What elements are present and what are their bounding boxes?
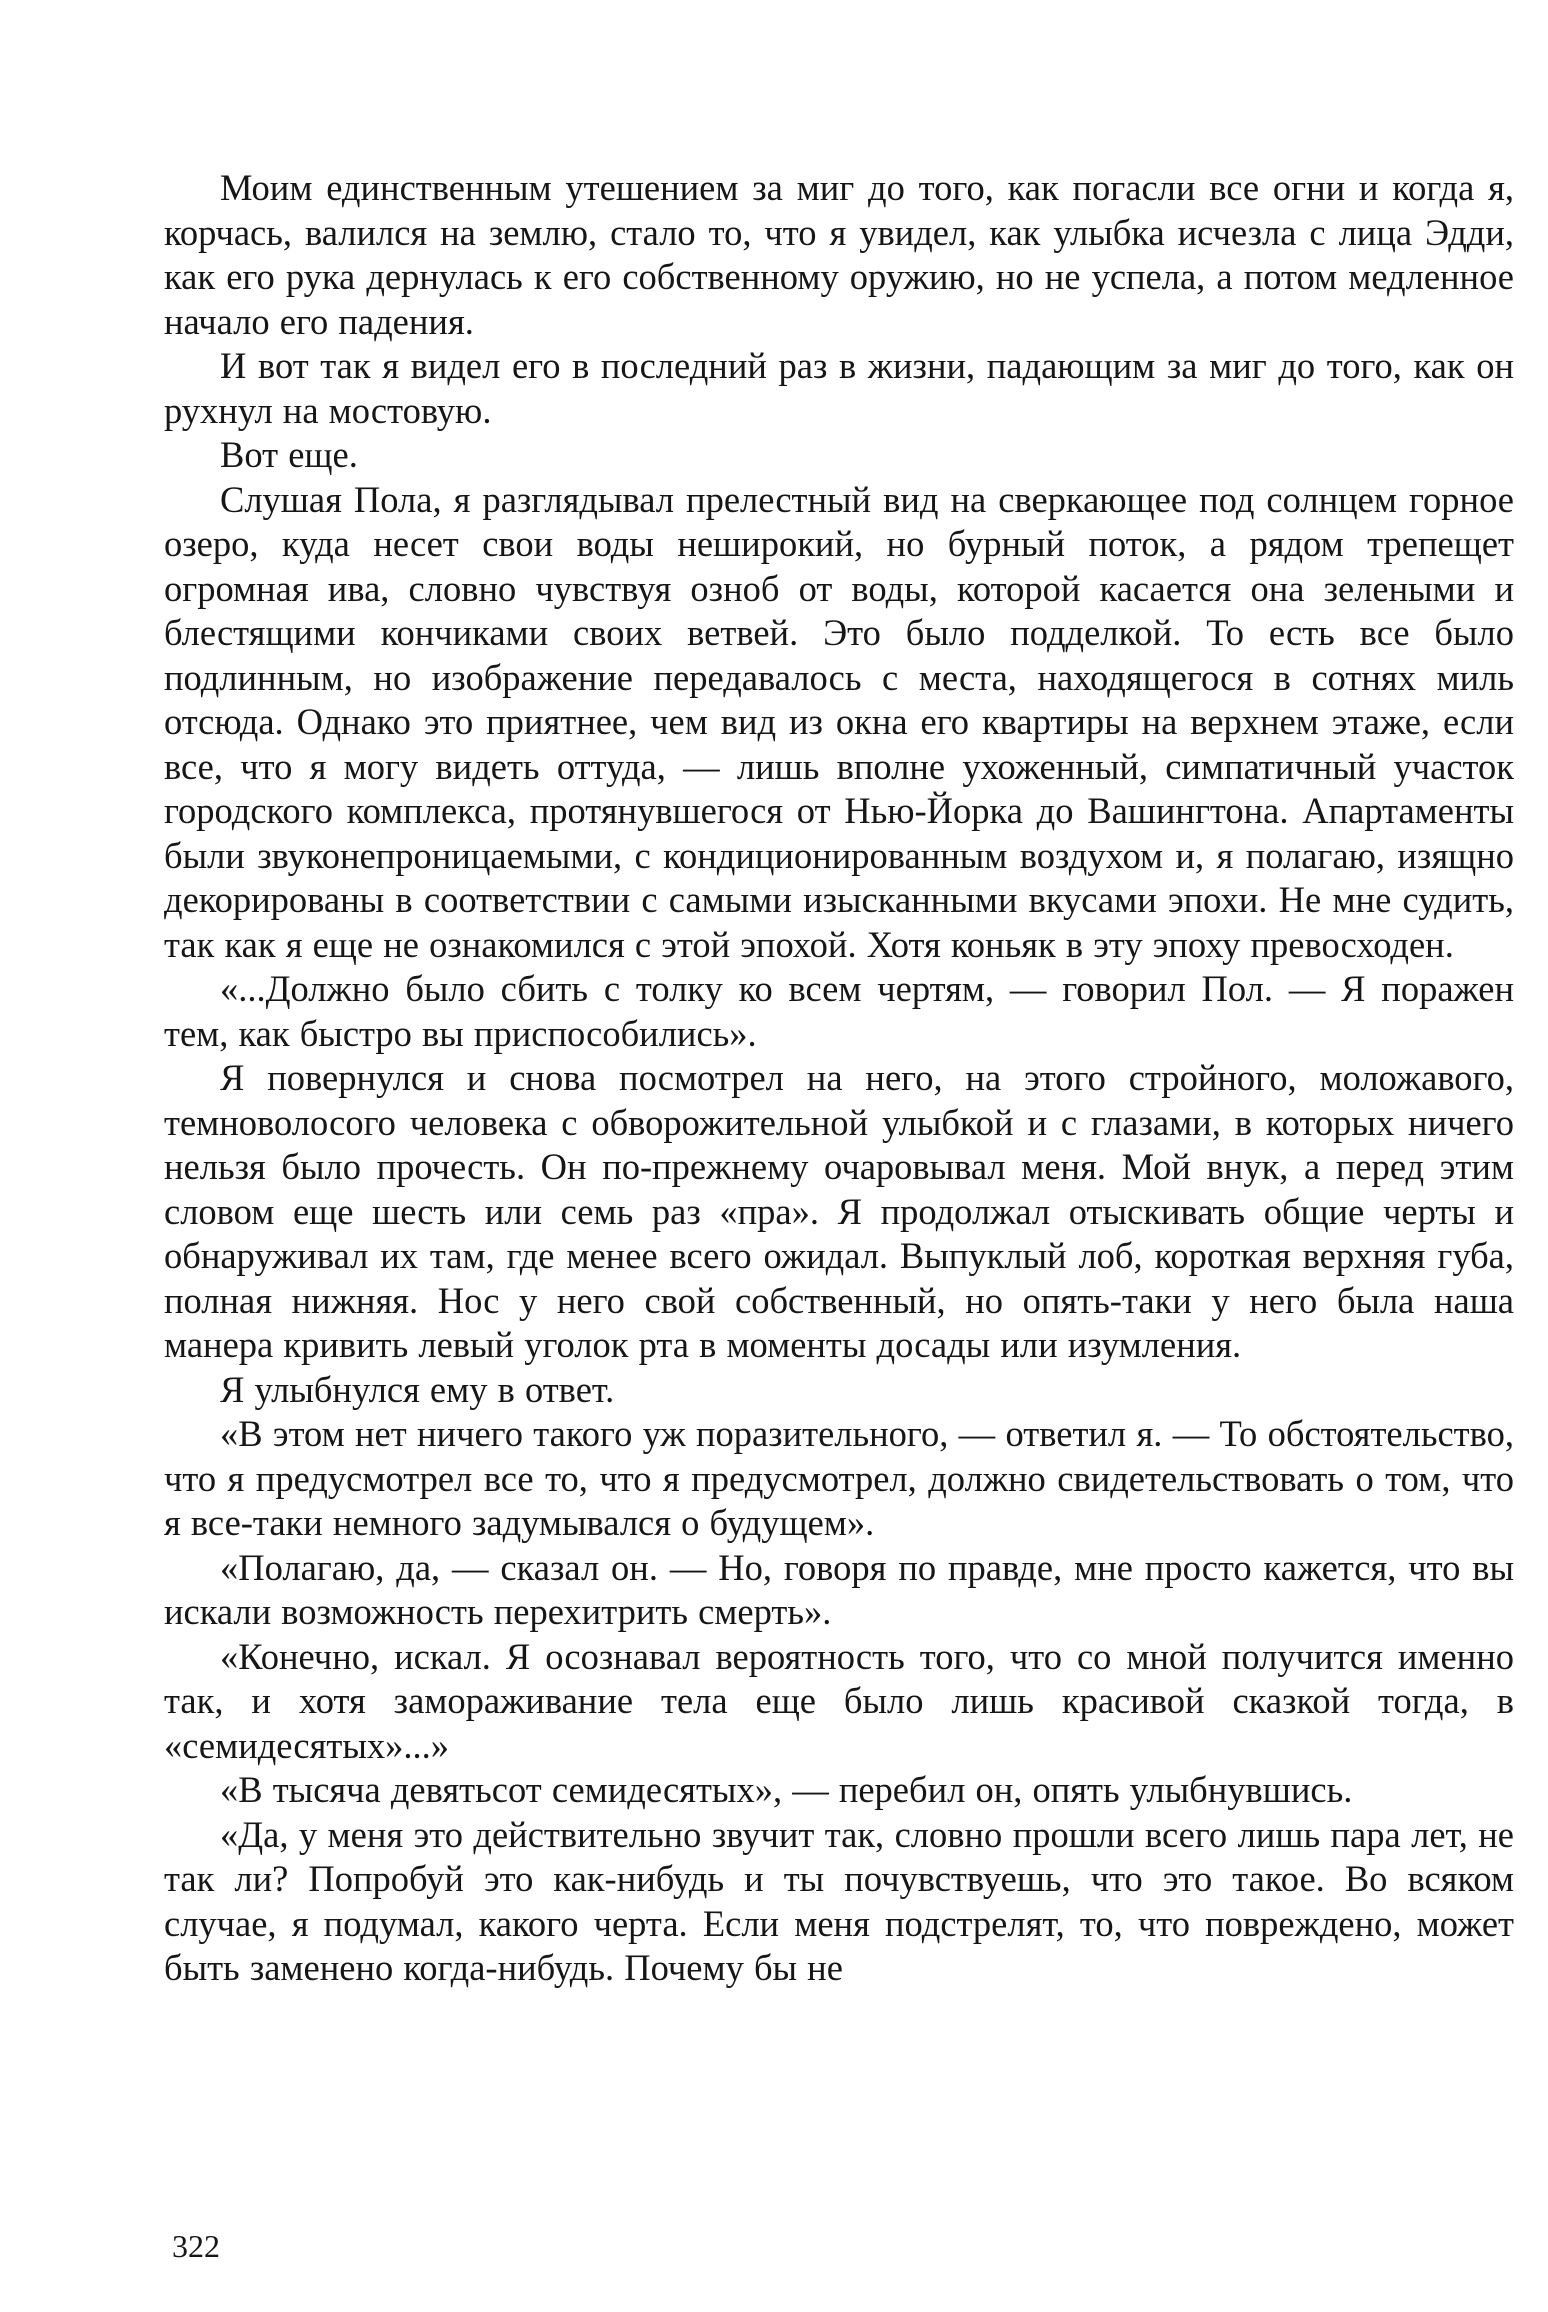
paragraph: «В этом нет ничего такого уж поразительного, — ответил я. — То обстоятельство, что я предусмотрел все то, что я предусмотрел, должно свидетельствовать о том, что я все-таки немного задумывался о будущем». xyxy=(164,1413,1514,1543)
page-number: 322 xyxy=(172,2228,220,2264)
paragraph: Я повернулся и снова посмотрел на него, на этого стройного, моложавого, темноволосого человека с обворожительной улыбкой и с глазами, в которых ничего нельзя было прочесть. Он по-прежнему очаровывал меня. Мой внук, а перед этим словом еще шесть или семь раз «пра». Я продолжал отыскивать общие черты и обнаруживал их там, где менее всего ожидал. Выпуклый лоб, короткая верхняя губа, полная нижняя. Нос у него свой собственный, но опять-таки у него была наша манера кривить левый уголок рта в моменты досады или изумления. xyxy=(164,1057,1514,1365)
paragraph: Слушая Пола, я разглядывал прелестный вид на сверкающее под солнцем горное озеро, куда несет свои воды неширокий, но бурный поток, а рядом трепещет огромная ива, словно чувствуя озноб от воды, которой касается она зелеными и блестящими кончиками своих ветвей. Это было подделкой. То есть все было подлинным, но изображение передавалось с места, находящегося в сотнях миль отсюда. Однако это приятнее, чем вид из окна его квартиры на верхнем этаже, если все, что я могу видеть оттуда, — лишь вполне ухоженный, симпатичный участок городского комплекса, протянувшегося от Нью-Йорка до Вашингтона. Апартаменты были звуконепроницаемыми, с кондиционированным воздухом и, я полагаю, изящно декорированы в соответствии с самыми изысканными вкусами эпохи. Не мне судить, так как я еще не ознакомился с этой эпохой. Хотя коньяк в эту эпоху превосходен. xyxy=(164,478,1514,965)
paragraph: Вот еще. xyxy=(220,434,358,475)
paragraph: Я улыбнулся ему в ответ. xyxy=(220,1368,615,1410)
paragraph: И вот так я видел его в последний раз в жизни, падающим за миг до того, как он рухнул на мостовую. xyxy=(164,345,1514,431)
paragraph: «Конечно, искал. Я осознавал вероятность того, что со мной получится именно так, и хотя замораживание тела еще было лишь красивой сказкой тогда, в «семидесятых»...» xyxy=(164,1635,1514,1766)
paragraph: «...Должно было сбить с толку ко всем чертям, — говорил Пол. — Я поражен тем, как быстро вы приспособились». xyxy=(164,968,1514,1054)
paragraph: «Да, у меня это действительно звучит так, словно прошли всего лишь пара лет, не так ли? Попробуй это как-нибудь и ты почувствуешь, что это такое. Во всяком случае, я подумал, какого черта. Если меня подстрелят, то, что повреждено, может быть заменено когда-нибудь. Почему бы не xyxy=(164,1813,1514,1988)
paragraph: Моим единственным утешением за миг до того, как погасли все огни и когда я, корчась, валился на землю, стало то, что я увидел, как улыбка исчезла с лица Эдди, как его рука дернулась к его собственному оружию, но не успела, а потом медленное начало его падения. xyxy=(164,167,1514,342)
paragraph: «Полагаю, да, — сказал он. — Но, говоря по правде, мне просто кажется, что вы искали возможность перехитрить смерть». xyxy=(164,1546,1514,1632)
paragraph: «В тысяча девятьсот семидесятых», — перебил он, опять улыбнувшись. xyxy=(220,1769,1353,1810)
body-text xyxy=(164,166,1514,1991)
